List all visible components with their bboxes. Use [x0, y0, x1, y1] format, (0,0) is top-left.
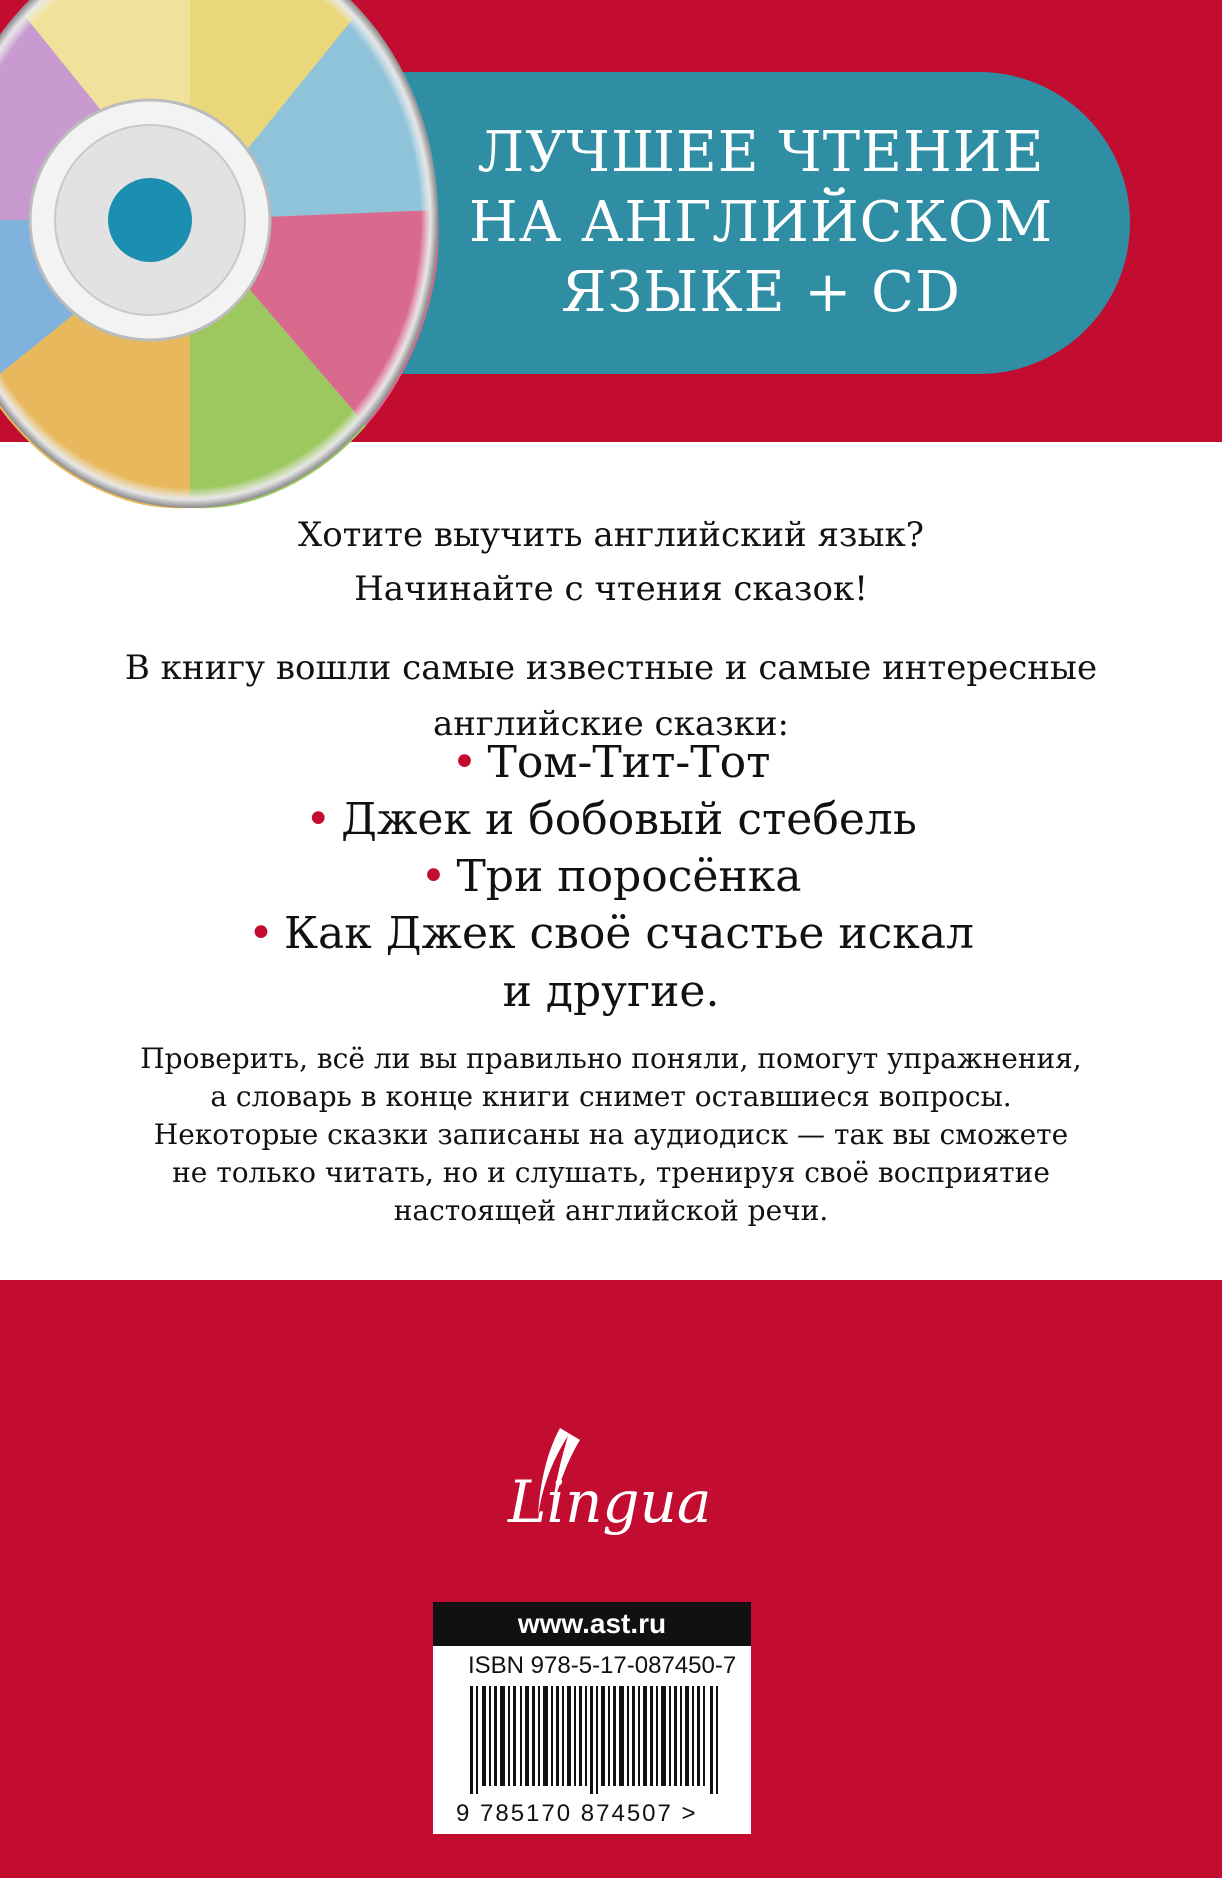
- series-title-line: ЛУЧШЕЕ ЧТЕНИЕ: [477, 120, 1045, 185]
- lead-line: английские сказки:: [432, 704, 790, 744]
- bullet-icon: •: [451, 737, 478, 788]
- description-line: не только читать, но и слушать, тренируя своё восприятие: [172, 1156, 1050, 1189]
- series-title-line: НА АНГЛИЙСКОМ: [468, 190, 1054, 255]
- description-line: настоящей английской речи.: [393, 1194, 829, 1227]
- description-line: а словарь в конце книги снимет оставшиеся вопросы.: [210, 1080, 1012, 1113]
- list-item: [0, 848, 1222, 905]
- list-item: [0, 905, 1222, 962]
- publisher-logo: [490, 1420, 730, 1560]
- tale-title: Как Джек своё счастье искал: [283, 908, 974, 959]
- series-title: [392, 118, 1130, 328]
- lead-line: В книгу вошли самые известные и самые интересные: [124, 648, 1098, 688]
- intro-question: [0, 508, 1222, 616]
- list-item: [0, 791, 1222, 848]
- tale-title: Том-Тит-Тот: [487, 737, 771, 788]
- tales-list: [0, 734, 1222, 962]
- intro-line: Начинайте с чтения сказок!: [354, 569, 868, 609]
- tale-title: Джек и бобовый стебель: [341, 794, 917, 845]
- bullet-icon: •: [305, 794, 332, 845]
- bullet-icon: •: [420, 851, 447, 902]
- publisher-logo-text: Lingua: [508, 1468, 712, 1536]
- description-text: [0, 1040, 1222, 1230]
- description-line: Некоторые сказки записаны на аудиодиск — так вы сможете: [153, 1118, 1069, 1151]
- barcode-icon: [470, 1686, 720, 1794]
- intro-line: Хотите выучить английский язык?: [298, 515, 924, 555]
- publisher-website: www.ast.ru: [433, 1602, 751, 1646]
- and-others: и другие.: [502, 966, 720, 1017]
- tale-title: Три поросёнка: [456, 851, 802, 902]
- barcode-digits: 9 785170 874507 >: [456, 1800, 698, 1827]
- description-line: Проверить, всё ли вы правильно поняли, помогут упражнения,: [140, 1042, 1082, 1075]
- isbn-number: ISBN 978-5-17-087450-7: [468, 1652, 737, 1679]
- series-title-line: ЯЗЫКЕ + CD: [561, 260, 961, 325]
- list-item: [0, 734, 1222, 791]
- bullet-icon: •: [247, 908, 274, 959]
